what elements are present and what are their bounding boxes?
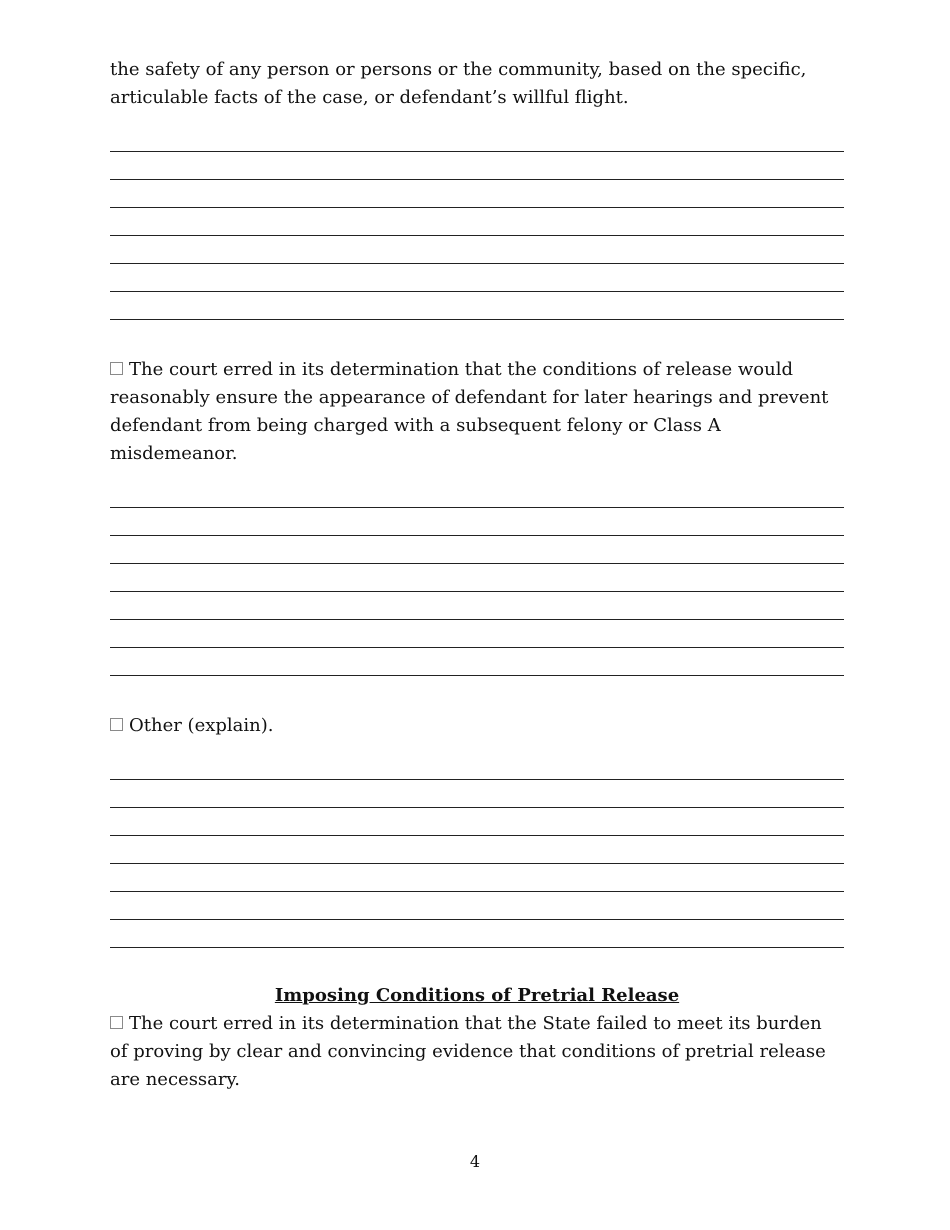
- answer-line: [110, 208, 844, 236]
- answer-line: [110, 836, 844, 864]
- answer-line: [110, 536, 844, 564]
- answer-line: [110, 564, 844, 592]
- answer-line: [110, 152, 844, 180]
- answer-line: [110, 780, 844, 808]
- option-pretrial-release-text: The court erred in its determination that the State failed to meet its burden of proving by clear and convincing evidence that conditions of pretrial release are necessary.: [110, 1013, 826, 1090]
- answer-line: [110, 508, 844, 536]
- answer-line: [110, 864, 844, 892]
- checkbox-other[interactable]: [110, 718, 123, 731]
- answer-line: [110, 480, 844, 508]
- answer-lines-2[interactable]: [110, 480, 844, 676]
- option-other-text: Other (explain).: [129, 715, 274, 736]
- intro-paragraph: the safety of any person or persons or the community, based on the specific, articulable facts of the case, or defendant’s willful flight.: [110, 59, 807, 108]
- answer-line: [110, 648, 844, 676]
- answer-line: [110, 180, 844, 208]
- answer-lines-3[interactable]: [110, 752, 844, 948]
- answer-lines-1[interactable]: [110, 124, 844, 320]
- checkbox-conditions-of-release[interactable]: [110, 362, 123, 375]
- answer-line: [110, 592, 844, 620]
- document-page: [110, 56, 844, 1094]
- option-conditions-of-release-text: The court erred in its determination that the conditions of release would reasonably ensure the appearance of defendant for later hearings and prevent defendant from being charged with a subsequent felony or Class A misdemeanor.: [110, 359, 829, 464]
- page-number: 4: [469, 1152, 481, 1171]
- section-heading: Imposing Conditions of Pretrial Release: [274, 985, 680, 1006]
- answer-line: [110, 292, 844, 320]
- answer-line: [110, 124, 844, 152]
- answer-line: [110, 236, 844, 264]
- option-other: [110, 712, 844, 740]
- answer-line: [110, 752, 844, 780]
- answer-line: [110, 892, 844, 920]
- answer-line: [110, 920, 844, 948]
- option-conditions-of-release: [110, 356, 844, 468]
- answer-line: [110, 620, 844, 648]
- answer-line: [110, 264, 844, 292]
- section-pretrial-release: [110, 982, 844, 1094]
- answer-line: [110, 808, 844, 836]
- checkbox-pretrial-release[interactable]: [110, 1016, 123, 1029]
